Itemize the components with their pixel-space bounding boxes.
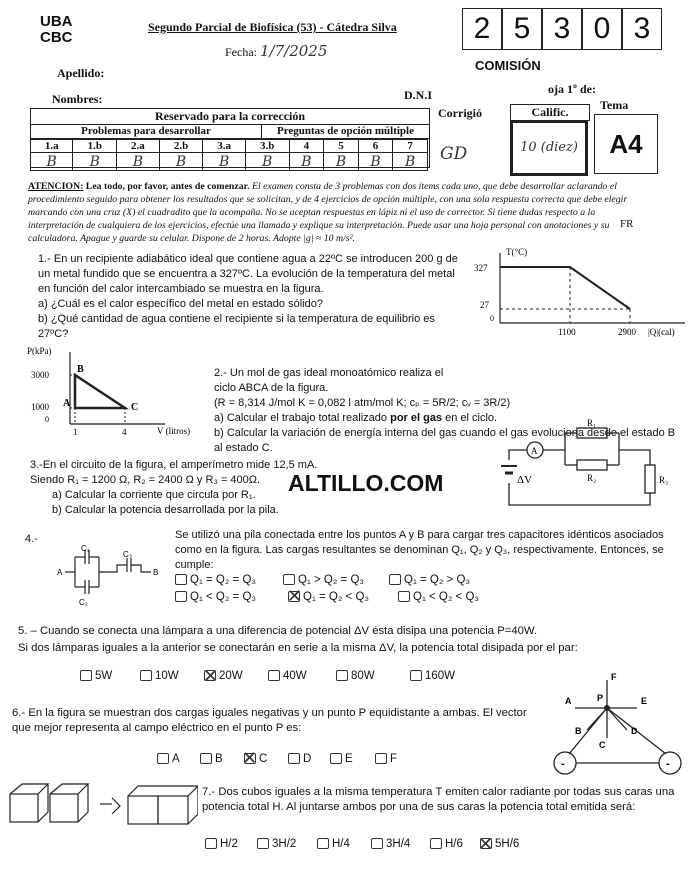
q6-option-label: D bbox=[303, 753, 312, 765]
q2-point-c: C bbox=[131, 402, 139, 413]
q6-option[interactable] bbox=[200, 753, 223, 765]
checkbox-icon[interactable] bbox=[336, 670, 348, 681]
q7-text: 7.- Dos cubos iguales a la misma temperatura T emiten calor radiante por todas sus caras una potencia total H. Al juntarse ambos por una de sus caras la potencia total emitida será: bbox=[202, 786, 675, 813]
q2-y2: 1000 bbox=[31, 402, 49, 412]
q6-label-e: E bbox=[641, 696, 648, 706]
cross-mark-icon: ✕ bbox=[242, 748, 258, 768]
q4-num: 4.- bbox=[25, 533, 38, 545]
q6-option[interactable] bbox=[375, 753, 397, 765]
charge-left-icon bbox=[554, 752, 576, 774]
checkbox-icon[interactable] bbox=[157, 753, 169, 764]
q1-y2: 27 bbox=[480, 300, 489, 310]
q4-c1: C₁ bbox=[81, 545, 90, 553]
grade-cell: B bbox=[203, 153, 245, 171]
q6-label-a: A bbox=[565, 696, 572, 706]
checkbox-icon[interactable] bbox=[398, 591, 410, 602]
q1-text: 1.- En un recipiente adiabático ideal que contiene agua a 22ºC se introducen 200 g de un metal fundido que se encuentra a 327ºC. La evolución de la temperatura del metal en función del calor intercambiado se muestra en la figura. bbox=[38, 253, 458, 295]
q5-option-label: 5W bbox=[95, 670, 113, 682]
grade-cell: B bbox=[159, 153, 203, 171]
q2-xlabel: V (litros) bbox=[157, 426, 191, 436]
q7-option-label: 5H/6 bbox=[495, 838, 520, 850]
q6-option[interactable] bbox=[288, 753, 311, 765]
q1-ylabel: T(°C) bbox=[506, 247, 528, 257]
reservado-label: Reservado para la corrección bbox=[31, 109, 429, 125]
q3-block bbox=[30, 458, 330, 518]
q2-graph bbox=[25, 342, 205, 437]
checkbox-icon[interactable] bbox=[80, 670, 92, 681]
checkbox-icon[interactable] bbox=[375, 753, 387, 764]
q4-option-label: Q₁ < Q₂ < Q₃ bbox=[413, 591, 480, 603]
q6-option-label: E bbox=[345, 753, 353, 765]
col-header: 4 bbox=[289, 140, 324, 153]
q4-c2: C₂ bbox=[79, 598, 88, 607]
q2-text: 2.- Un mol de gas ideal monoatómico realiza el ciclo ABCA de la figura. bbox=[214, 367, 444, 394]
q7-option[interactable] bbox=[257, 838, 296, 850]
grade-cell: B bbox=[31, 153, 73, 171]
q4-c3: C₃ bbox=[123, 550, 133, 559]
checkbox-icon[interactable] bbox=[175, 574, 187, 585]
grade-cell: B bbox=[324, 153, 359, 171]
dni-label: D.N.I bbox=[404, 88, 433, 102]
q7-option[interactable] bbox=[371, 838, 410, 850]
checkbox-icon[interactable] bbox=[283, 574, 295, 585]
q4-option[interactable] bbox=[175, 591, 256, 603]
q6-minus-right: - bbox=[666, 758, 670, 770]
q5-block bbox=[18, 624, 688, 656]
q1-x1: 1100 bbox=[558, 327, 576, 337]
q7-option-label: H/6 bbox=[445, 838, 463, 850]
q4-option-label: Q₁ < Q₂ = Q₃ bbox=[190, 591, 257, 603]
q7-option[interactable] bbox=[317, 838, 350, 850]
grade-cell: B bbox=[73, 153, 117, 171]
q4-option-label: Q₁ = Q₂ > Q₃ bbox=[404, 574, 471, 586]
exam-digit: 2 bbox=[462, 8, 502, 50]
atencion-label: ATENCION: bbox=[28, 181, 84, 192]
q2-a-post: en el ciclo. bbox=[442, 412, 498, 424]
col-header: 2.a bbox=[117, 140, 159, 153]
apellido-label: Apellido: bbox=[57, 66, 105, 80]
cross-mark-icon: ✕ bbox=[203, 666, 219, 686]
col-header: 3.a bbox=[203, 140, 245, 153]
exam-digit: 3 bbox=[622, 8, 662, 50]
hoja-label: oja 1º de: bbox=[548, 82, 596, 96]
q6-text: 6.- En la figura se muestran dos cargas iguales negativas y un punto P equidistante a ambas. El vector que mejor representa al campo eléctrico en el punto P es: bbox=[12, 707, 527, 734]
tema-value: A4 bbox=[594, 114, 658, 174]
checkbox-icon[interactable] bbox=[200, 753, 212, 764]
q6-label-d: D bbox=[631, 726, 638, 736]
exam-title: Segundo Parcial de Biofísica (53) - Cátedra Silva bbox=[148, 20, 397, 34]
q2-point-a: A bbox=[63, 398, 71, 409]
q3-circuit bbox=[495, 415, 685, 515]
q5-option[interactable] bbox=[410, 670, 455, 682]
grade-cell: B bbox=[117, 153, 159, 171]
q5-option[interactable] bbox=[268, 670, 307, 682]
col-header: 2.b bbox=[159, 140, 203, 153]
point-p-icon bbox=[604, 705, 610, 711]
fr-mark: FR bbox=[620, 218, 634, 230]
exam-digit: 0 bbox=[582, 8, 622, 50]
q1-b: b) ¿Qué cantidad de agua contiene el recipiente si la temperatura de equilibrio es 27ºC? bbox=[38, 313, 435, 340]
q7-cubes bbox=[8, 782, 198, 832]
q3-values: Siendo R₁ = 1200 Ω, R₂ = 2400 Ω y R₃ = 400Ω. bbox=[30, 474, 261, 486]
q2-y0: 0 bbox=[45, 415, 49, 424]
q6-label-p: P bbox=[597, 693, 604, 703]
q4-option-label: Q₁ = Q₂ < Q₃ bbox=[303, 591, 370, 603]
institution-line-2: CBC bbox=[40, 29, 73, 46]
q4-text: Se utilizó una pila conectada entre los puntos A y B para cargar tres capacitores idénticos asociados como en la figura. Las cargas resultantes se denominan Q₁, Q₂ y Q₃, respectivamente. Entonces, se cumple: bbox=[175, 529, 664, 571]
q5-option-label: 40W bbox=[283, 670, 307, 682]
q6-label-c: C bbox=[599, 740, 606, 750]
corrigio-label: Corrigió bbox=[438, 106, 482, 120]
checkbox-icon[interactable] bbox=[430, 838, 442, 849]
q5-option-label: 20W bbox=[219, 670, 243, 682]
watermark: ALTILLO.COM bbox=[288, 470, 444, 496]
q5-option[interactable] bbox=[336, 670, 375, 682]
q2-a-bold: por el gas bbox=[390, 412, 443, 424]
checkbox-icon[interactable] bbox=[175, 591, 187, 602]
q4-option-label: Q₁ = Q₂ = Q₃ bbox=[190, 574, 257, 586]
checkbox-icon[interactable] bbox=[410, 670, 422, 681]
q3-r1-label: R₁ bbox=[587, 418, 597, 428]
col-header: 6 bbox=[358, 140, 393, 153]
q5-option-label: 160W bbox=[425, 670, 456, 682]
checkbox-icon[interactable] bbox=[257, 838, 269, 849]
q7-option[interactable] bbox=[430, 838, 463, 850]
atencion-bold: Lea todo, por favor, antes de comenzar. bbox=[85, 181, 250, 192]
grade-cell: B bbox=[393, 153, 428, 171]
q4-option[interactable] bbox=[283, 574, 364, 586]
atencion-text: El examen consta de 3 problemas con dos ítems cada uno, que debe desarrollar aclarando el procedimiento seguido para obtener los resultados que se solicitan, y de 4 ejercicios de opción múltiple, con una sola respuesta correcta que debe elegir marcando con una cruz (X) el cuadradito que la acompaña. No se aceptan respuestas en lápiz ni el uso de corrector. Si tiene dudas respecto a la interpretación de cualquiera de los ejercicios, efectúe una llamada y explique su interpretación. Puede usar una hoja personal con anotaciones y su calculadora. Apague y guarde su celular. Dispone de 2 horas. Adopte |g| ≈ 10 m/s². bbox=[28, 181, 628, 244]
checkbox-icon[interactable] bbox=[205, 838, 217, 849]
q4-point-a: A bbox=[57, 568, 63, 577]
q4-option[interactable] bbox=[175, 574, 256, 586]
checkbox-icon[interactable] bbox=[140, 670, 152, 681]
institution-logo bbox=[40, 14, 73, 46]
q6-option-label: C bbox=[259, 753, 268, 765]
col-header: 5 bbox=[324, 140, 359, 153]
fecha-field bbox=[225, 42, 327, 60]
q3-a: a) Calcular la corriente que circula por R₁. bbox=[52, 489, 256, 501]
checkbox-icon[interactable] bbox=[317, 838, 329, 849]
q5-option-label: 80W bbox=[351, 670, 375, 682]
q6-option-label: B bbox=[215, 753, 223, 765]
q2-ylabel: P(kPa) bbox=[27, 346, 52, 356]
exam-digit: 5 bbox=[502, 8, 542, 50]
comision-label: COMISIÓN bbox=[475, 58, 541, 73]
q1-y0: 0 bbox=[490, 314, 494, 323]
problemas-label: Problemas para desarrollar bbox=[31, 125, 262, 138]
q2-b: b) Calcular la variación de energía interna del gas cuando el gas evoluciona desde el estado B al estado C. bbox=[214, 427, 676, 454]
q6-label-f: F bbox=[611, 672, 617, 682]
checkbox-icon[interactable] bbox=[288, 753, 300, 764]
q4-capacitors bbox=[55, 545, 165, 610]
q7-option-label: 3H/2 bbox=[272, 838, 297, 850]
q5-line1: 5. – Cuando se conecta una lámpara a una diferencia de potencial ΔV ésta disipa una potencia P=40W. bbox=[18, 625, 538, 637]
institution-line-1: UBA bbox=[40, 13, 73, 30]
charge-right-icon bbox=[659, 752, 681, 774]
calific-box bbox=[510, 120, 588, 176]
checkbox-icon[interactable] bbox=[389, 574, 401, 585]
q2-y1: 3000 bbox=[31, 370, 49, 380]
q2-x2: 4 bbox=[122, 427, 127, 437]
calific-value: 10 (diez) bbox=[520, 140, 578, 155]
col-header: 1.a bbox=[31, 140, 73, 153]
q6-option-label: F bbox=[390, 753, 398, 765]
q5-option[interactable] bbox=[80, 670, 112, 682]
checkbox-icon[interactable] bbox=[330, 753, 342, 764]
checkbox-icon[interactable] bbox=[371, 838, 383, 849]
nombres-label: Nombres: bbox=[52, 92, 103, 106]
q2-point-b: B bbox=[77, 364, 84, 375]
q3-dv-label: ΔV bbox=[517, 474, 533, 486]
q2-cycle bbox=[75, 375, 125, 408]
q1-a: a) ¿Cuál es el calor específico del metal en estado sólido? bbox=[38, 298, 323, 310]
q2-consts: (R = 8,314 J/mol K = 0,082 l atm/mol K; cₚ = 5R/2; cᵥ = 3R/2) bbox=[214, 397, 511, 409]
corrigio-value: GD bbox=[440, 144, 468, 164]
q1-block bbox=[38, 252, 458, 342]
q4-option[interactable] bbox=[398, 591, 479, 603]
q2-a-pre: a) Calcular el trabajo total realizado bbox=[214, 412, 391, 424]
q6-option[interactable] bbox=[330, 753, 353, 765]
q1-curve bbox=[500, 267, 630, 309]
q1-graph bbox=[470, 245, 695, 340]
q6-option[interactable] bbox=[157, 753, 180, 765]
grade-cell: B bbox=[245, 153, 289, 171]
q2-x1: 1 bbox=[73, 427, 78, 437]
q4-option-label: Q₁ > Q₂ = Q₃ bbox=[298, 574, 365, 586]
grade-cell: B bbox=[289, 153, 324, 171]
calific-label: Calific. bbox=[510, 104, 590, 121]
q5-line2: Si dos lámparas iguales a la anterior se conectarán en serie a la misma ΔV, la potencia total disipada por el par: bbox=[18, 642, 578, 654]
preguntas-label: Preguntas de opción múltiple bbox=[276, 125, 414, 137]
col-header: 1.b bbox=[73, 140, 117, 153]
q6-figure bbox=[545, 668, 695, 780]
correction-boxes bbox=[428, 98, 658, 176]
q3-r3-label: R₃ bbox=[659, 475, 669, 485]
col-header: 3.b bbox=[245, 140, 289, 153]
q4-point-b: B bbox=[153, 568, 159, 577]
atencion-block bbox=[28, 180, 650, 245]
q7-option[interactable] bbox=[205, 838, 238, 850]
exam-digit: 3 bbox=[542, 8, 582, 50]
q7-option-label: H/4 bbox=[332, 838, 350, 850]
q6-option-label: A bbox=[172, 753, 180, 765]
cross-mark-icon: ✕ bbox=[287, 586, 303, 606]
q1-y1: 327 bbox=[474, 263, 488, 273]
cross-mark-icon: ✕ bbox=[478, 834, 494, 854]
q3-r2-label: R₂ bbox=[587, 473, 597, 483]
fecha-value: 1/7/2025 bbox=[260, 42, 328, 60]
fecha-label: Fecha: bbox=[225, 45, 257, 59]
checkbox-icon[interactable] bbox=[268, 670, 280, 681]
q1-x2: 2900 bbox=[618, 327, 636, 337]
grade-cell: B bbox=[358, 153, 393, 171]
q5-option[interactable] bbox=[140, 670, 179, 682]
q7-option-label: H/2 bbox=[220, 838, 238, 850]
q3-b: b) Calcular la potencia desarrollada por la pila. bbox=[52, 504, 279, 516]
q3-ammeter-label: A bbox=[531, 446, 538, 456]
q4-option[interactable] bbox=[389, 574, 470, 586]
q1-xlabel: |Q|(cal) bbox=[648, 327, 675, 337]
q6-label-b: B bbox=[575, 726, 582, 736]
q6-minus-left: - bbox=[561, 758, 565, 770]
q5-option-label: 10W bbox=[155, 670, 179, 682]
q3-text: 3.-En el circuito de la figura, el amperímetro mide 12,5 mA. bbox=[30, 459, 318, 471]
q7-option-label: 3H/4 bbox=[386, 838, 411, 850]
tema-label: Tema bbox=[600, 98, 629, 112]
grading-table bbox=[30, 108, 430, 168]
col-header: 7 bbox=[393, 140, 428, 153]
